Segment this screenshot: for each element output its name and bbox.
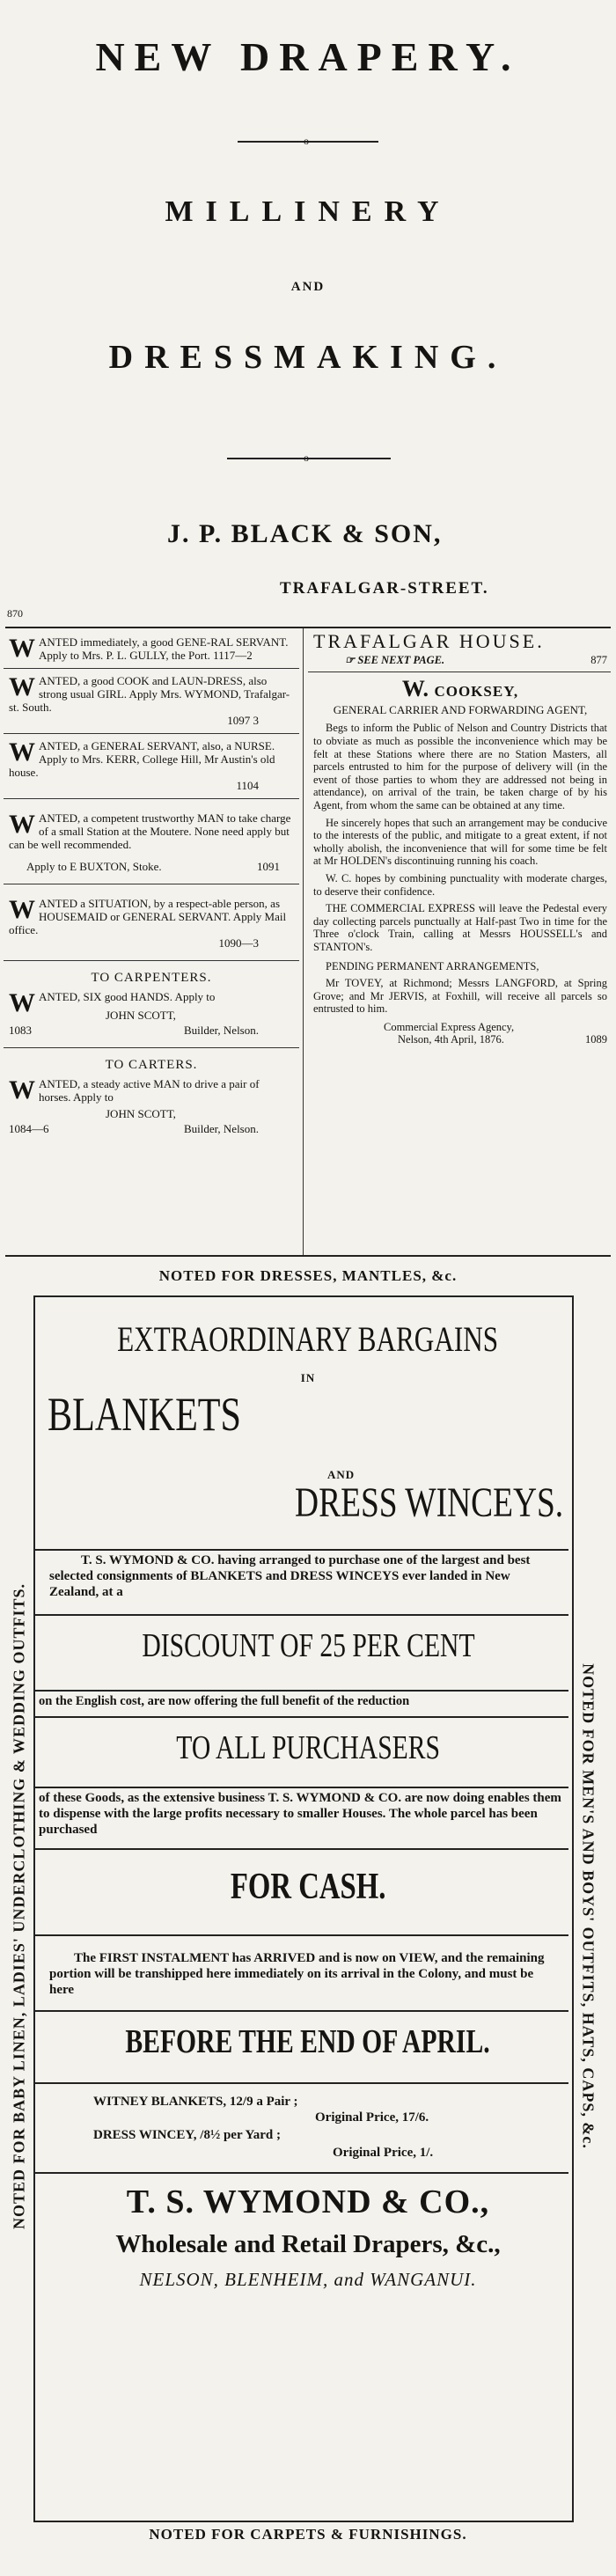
section-rule <box>35 1848 568 1850</box>
notice-paragraph: Begs to inform the Public of Nelson and Country Districts that to obviate as much as possible the inconvenience which may be felt at these Stations where there are no Station Masters, all parcels entrusted to him for the purpose of delivery will (in the event of those parties to whom they are addressed not being in attendance), on arrival of the train, be taken charge of by his Agent, from whom the same can be obtained at any time. <box>313 722 607 811</box>
before-april-heading: BEFORE THE END OF APRIL. <box>125 2023 491 2060</box>
divider-rule <box>227 458 391 459</box>
section-rule <box>35 2082 568 2084</box>
dressmaking-heading: DRESSMAKING. <box>108 339 508 376</box>
ad-ref-number: 1091 <box>257 860 280 873</box>
instalment-paragraph: The FIRST INSTALMENT has ARRIVED and is now on VIEW, and the remaining portion will be transhipped here immediately on its arrival in the Colony, and must be here <box>49 1951 545 1997</box>
noted-bottom: NOTED FOR CARPETS & FURNISHINGS. <box>149 2526 467 2543</box>
noted-top: NOTED FOR DRESSES, MANTLES, &c. <box>158 1267 458 1284</box>
noted-left: NOTED FOR BABY LINEN, LADIES' UNDERCLOTHING & WEDDING OUTFITS. <box>10 1582 28 2230</box>
trafalgar-house-title: TRAFALGAR HOUSE. <box>313 630 545 652</box>
millinery-heading: MILLINERY <box>165 195 451 228</box>
drop-initial: W <box>9 1075 35 1105</box>
blankets-heading: BLANKETS <box>48 1388 241 1441</box>
in-word: IN <box>300 1371 316 1384</box>
column-divider <box>303 628 304 1255</box>
section-rule <box>35 1787 568 1788</box>
signatory-role: Builder, Nelson. <box>183 1024 259 1037</box>
blanket-original-price: Original Price, 17/6. <box>315 2110 429 2125</box>
trafalgar-house-ad <box>308 630 611 672</box>
ad-text: ANTED, a good COOK and LAUN-DRESS, also strong usual GIRL. Apply Mrs. WYMOND, Trafalgar-st. South. <box>9 674 290 714</box>
drop-initial: W <box>9 895 35 924</box>
drop-initial: W <box>9 988 35 1017</box>
see-next-page: SEE NEXT PAGE. <box>357 653 445 666</box>
wanted-ad <box>4 1048 299 1141</box>
ad-ref-number: 1090—3 <box>218 936 259 950</box>
section-rule <box>35 1934 568 1936</box>
drop-initial: W <box>9 738 35 767</box>
intro-paragraph: T. S. WYMOND & CO. having arranged to purchase one of the largest and best selected consignments of BLANKETS and DRESS WINCEYS ever landed in New Zealand, at a <box>49 1553 531 1599</box>
cooksey-initial: W. <box>401 676 429 702</box>
wanted-column <box>4 630 299 1141</box>
divider-ornament: o <box>304 135 309 147</box>
agency-line: Commercial Express Agency, <box>384 1020 515 1033</box>
wymond-trade: Wholesale and Retail Drapers, &c., <box>115 2230 501 2258</box>
drop-initial: W <box>9 634 35 663</box>
wanted-ad <box>4 799 299 884</box>
noted-right: NOTED FOR MEN'S AND BOYS' OUTFITS, HATS, CAPS, &c. <box>579 1663 598 2149</box>
ad-ref-number: 1089 <box>585 1033 607 1046</box>
apply-line: Apply to E BUXTON, Stoke. <box>26 860 162 873</box>
cooksey-title: GENERAL CARRIER AND FORWARDING AGENT, <box>333 702 588 716</box>
section-rule <box>35 1549 568 1551</box>
divider-ornament: o <box>304 451 309 464</box>
wanted-ad <box>4 630 299 669</box>
wincey-original-price: Original Price, 1/. <box>333 2146 434 2160</box>
new-drapery-title: NEW DRAPERY. <box>95 34 521 79</box>
ad-ref-number: 877 <box>590 653 607 666</box>
ad-ref-number: 1083 <box>9 1024 32 1037</box>
section-rule <box>35 1716 568 1718</box>
ad-heading: TO CARTERS. <box>105 1058 198 1072</box>
signatory: JOHN SCOTT, <box>106 1107 176 1120</box>
section-rule <box>35 2172 568 2174</box>
ad-text: ANTED immediately, a good GENE-RAL SERVANT. Apply to Mrs. P. L. GULLY, the Port. <box>39 635 289 662</box>
section-rule <box>35 2010 568 2012</box>
notice-date: Nelson, 4th April, 1876. <box>398 1033 504 1046</box>
for-cash-heading: FOR CASH. <box>230 1867 386 1907</box>
ad-ref-number: 1117—2 <box>213 649 253 662</box>
notice-paragraph: THE COMMERCIAL EXPRESS will leave the Pedestal every day collecting parcels punctually at Half-past Two in time for the Three o'clock Train, calling at Messrs HOUSSELL's and STANTON's. <box>313 902 607 953</box>
ad-ref-number: 1104 <box>236 779 259 792</box>
carrier-column <box>308 630 611 1050</box>
notice-paragraph: Mr TOVEY, at Richmond; Messrs LANGFORD, at Spring Grove; and Mr JERVIS, at Foxhill, will receive all parcels so entrusted to him. <box>313 977 607 1016</box>
dress-winceys-heading: DRESS WINCEYS. <box>294 1479 563 1526</box>
drop-initial: W <box>9 672 35 701</box>
pointing-hand-icon: ☞ <box>345 653 356 666</box>
ad-text: ANTED, SIX good HANDS. Apply to <box>39 990 216 1003</box>
signatory-role: Builder, Nelson. <box>183 1122 259 1135</box>
signatory: JOHN SCOTT, <box>106 1009 176 1022</box>
wanted-ad <box>4 734 299 799</box>
and-word: AND <box>290 280 326 294</box>
ad-ref-number: 1084—6 <box>9 1122 49 1135</box>
cooksey-ad <box>308 672 611 1050</box>
notice-paragraph: W. C. hopes by combining punctuality with moderate charges, to deserve their confidence. <box>313 871 607 898</box>
section-rule <box>35 1690 568 1692</box>
wincey-price: DRESS WINCEY, /8½ per Yard ; <box>93 2128 281 2142</box>
drop-initial: W <box>9 810 35 839</box>
cooksey-name: COOKSEY, <box>434 683 519 701</box>
and-word: AND <box>327 1468 356 1481</box>
ad-ref-number: 1097 3 <box>227 714 259 727</box>
reduction-paragraph: on the English cost, are now offering the full benefit of the reduction <box>39 1694 410 1708</box>
ad-text: ANTED a SITUATION, by a respect-able person, as HOUSEMAID or GENERAL SERVANT. Apply Mail office. <box>9 897 287 936</box>
section-rule <box>5 1255 611 1257</box>
pending-heading: PENDING PERMANENT ARRANGEMENTS, <box>326 960 539 973</box>
wanted-ad <box>4 961 299 1048</box>
discount-heading: DISCOUNT OF 25 PER CENT <box>141 1627 475 1664</box>
to-all-purchasers: TO ALL PURCHASERS <box>176 1729 440 1766</box>
ad-text: ANTED, a competent trustworthy MAN to take charge of a small Station at the Moutere. None need apply but can be well recommended. <box>9 811 291 851</box>
firm-name: J. P. BLACK & SON, <box>167 519 443 548</box>
wymond-firm-name: T. S. WYMOND & CO., <box>126 2183 490 2220</box>
wanted-ad <box>4 884 299 961</box>
wymond-towns: NELSON, BLENHEIM, and WANGANUI. <box>139 2269 477 2290</box>
ad-heading: TO CARPENTERS. <box>91 971 212 985</box>
ad-ref-number: 870 <box>7 607 23 620</box>
extraordinary-bargains: EXTRAORDINARY BARGAINS <box>117 1319 499 1359</box>
section-rule <box>5 627 611 628</box>
street-name: TRAFALGAR-STREET. <box>280 579 489 598</box>
blanket-price: WITNEY BLANKETS, 12/9 a Pair ; <box>93 2095 298 2109</box>
notice-paragraph: He sincerely hopes that such an arrangement may be conducive to the interests of the public, and mitigate to a great extent, if not wholly abolish, the inconvenience that will for some time be felt at Mr HOLDEN's discontinuing running his coach. <box>313 816 607 868</box>
wanted-ad <box>4 669 299 734</box>
goods-paragraph: of these Goods, as the extensive business T. S. WYMOND & CO. are now doing enables them to dispense with the large profits necessary to smaller Houses. The whole parcel has been purchased <box>39 1791 561 1837</box>
ad-text: ANTED, a GENERAL SERVANT, also, a NURSE. Apply to Mrs. KERR, College Hill, Mr Austin's old house. <box>9 739 275 779</box>
ad-text: ANTED, a steady active MAN to drive a pair of horses. Apply to <box>39 1077 260 1104</box>
section-rule <box>35 1614 568 1616</box>
